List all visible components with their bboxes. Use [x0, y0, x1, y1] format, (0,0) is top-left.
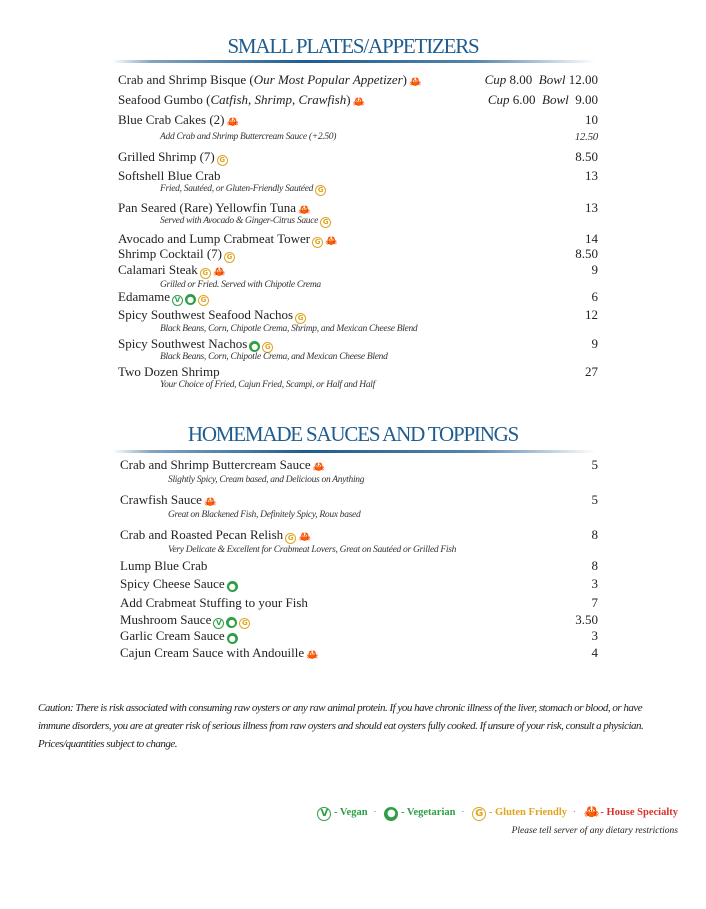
menu-item-description: Great on Blackened Fish, Definitely Spicy, Roux based: [168, 510, 361, 520]
gluten-friendly-icon: G: [315, 185, 326, 196]
menu-item-name: Add Crabmeat Stuffing to your Fish: [120, 595, 308, 610]
gluten-friendly-icon: G: [295, 313, 306, 324]
menu-item-addon-price: 12.50: [574, 131, 598, 143]
legend-separator: ·: [572, 807, 577, 818]
crab-icon: 🦀: [204, 497, 217, 508]
vegetarian-icon: ●: [185, 294, 196, 305]
menu-item-price: 13: [585, 168, 598, 183]
menu-item-description: Add Crab and Shrimp Buttercream Sauce (+2.50): [160, 132, 337, 142]
menu-item-name: Crab and Shrimp Buttercream Sauce 🦀: [120, 457, 326, 473]
legend-vegan-label: - Vegan: [334, 807, 368, 818]
menu-item-price: 7: [591, 595, 598, 610]
menu-item-name: Shrimp Cocktail (7) G: [118, 246, 235, 263]
menu-item-description: Fried, Sautéed, or Gluten-Friendly Sautéed G: [160, 183, 326, 196]
crab-icon: 🦀: [583, 805, 600, 820]
dietary-legend: [0, 806, 678, 821]
gluten-friendly-icon: G: [312, 237, 323, 248]
gluten-friendly-icon: G: [285, 533, 296, 544]
vegetarian-icon: ●: [226, 617, 237, 628]
menu-item-price: 13: [585, 200, 598, 215]
menu-item-price: 27: [585, 364, 598, 379]
menu-item-description: Slightly Spicy, Cream based, and Delicious on Anything: [168, 475, 365, 485]
vegetarian-icon: ●: [384, 807, 398, 821]
gluten-friendly-icon: G: [262, 342, 273, 353]
crab-icon: 🦀: [409, 77, 422, 88]
menu-item-description: Grilled or Fried. Served with Chipotle Crema: [160, 280, 321, 290]
menu-item-description: Very Delicate & Excellent for Crabmeat Lovers, Great on Sautéed or Grilled Fish: [168, 545, 457, 555]
menu-item-name: Blue Crab Cakes (2) 🦀: [118, 112, 240, 128]
menu-item-price: 10: [585, 112, 598, 127]
appetizers-title-underline: [112, 60, 596, 63]
menu-item-name: Crawfish Sauce 🦀: [120, 492, 217, 508]
menu-item-price: 8: [591, 527, 598, 542]
gluten-friendly-icon: G: [200, 268, 211, 279]
menu-item-description: Your Choice of Fried, Cajun Fried, Scampi, or Half and Half: [160, 380, 375, 390]
menu-item-price: 5: [591, 492, 598, 507]
menu-item-name: Garlic Cream Sauce ●: [120, 628, 238, 644]
legend-separator: ·: [461, 807, 465, 818]
menu-item-price: 3: [591, 576, 598, 591]
menu-item-price: 8.50: [575, 246, 598, 261]
gluten-friendly-icon: G: [472, 807, 486, 821]
crab-icon: 🦀: [213, 267, 226, 278]
vegetarian-icon: ●: [249, 341, 260, 352]
crab-icon: 🦀: [352, 97, 366, 108]
gluten-friendly-icon: G: [320, 217, 331, 228]
menu-item-name: Crab and Shrimp Bisque (Our Most Popular Appetizer) 🦀: [118, 72, 422, 88]
menu-item-name: Avocado and Lump Crabmeat Tower G 🦀: [118, 231, 338, 247]
menu-item-price: 3: [591, 628, 598, 643]
legend-gluten-friendly-label: - Gluten Friendly: [488, 807, 568, 818]
menu-item-name: Two Dozen Shrimp: [118, 364, 220, 379]
vegetarian-icon: ●: [227, 581, 238, 592]
menu-item-price: 3.50: [575, 612, 598, 627]
menu-item-name: Pan Seared (Rare) Yellowfin Tuna 🦀: [118, 200, 311, 216]
menu-item-price: Cup 6.00 Bowl 9.00: [487, 92, 598, 107]
gluten-friendly-icon: G: [239, 618, 250, 629]
menu-item-name: Edamame V ● G: [118, 289, 209, 306]
menu-item-description: Served with Avocado & Ginger-Citrus Sauce G: [160, 215, 331, 228]
menu-item-description: Black Beans, Corn, Chipotle Crema, and Mexican Cheese Blend: [160, 352, 388, 362]
menu-item-name: Spicy Southwest Nachos ● G: [118, 336, 273, 353]
menu-item-name: Spicy Cheese Sauce ●: [120, 576, 238, 592]
menu-item-price: 6: [591, 289, 598, 304]
caution-notice: Caution: There is risk associated with consuming raw oysters or any raw animal protein. If you have chronic illness of the liver, stomach or blood, or have immune disorders, you are at greater risk of serious illness from raw oysters and should eat oysters fully cooked. If unsure of your risk, consult a physician. Prices/quantities subject to change.: [38, 702, 644, 750]
vegan-icon: V: [213, 618, 224, 629]
sauces-title-underline: [112, 450, 596, 453]
menu-item-name: Cajun Cream Sauce with Andouille 🦀: [120, 645, 319, 661]
crab-icon: 🦀: [325, 236, 338, 247]
menu-item-name: Crab and Roasted Pecan Relish G 🦀: [120, 527, 311, 543]
crab-icon: 🦀: [298, 532, 311, 543]
menu-item-name: Mushroom Sauce V ● G: [120, 612, 250, 629]
menu-item-description: Black Beans, Corn, Chipotle Crema, Shrimp, and Mexican Cheese Blend: [160, 324, 418, 334]
legend-house-specialty-label: - House Specialty: [600, 807, 678, 818]
crab-icon: 🦀: [298, 205, 311, 216]
appetizers-title: SMALL PLATES/APPETIZERS: [227, 34, 479, 58]
vegan-icon: V: [317, 807, 331, 821]
menu-item-name: Calamari Steak G 🦀: [118, 262, 226, 278]
menu-item-price: 5: [591, 457, 598, 472]
menu-item-name: Seafood Gumbo (Catfish, Shrimp, Crawfish) 🦀: [118, 92, 366, 108]
gluten-friendly-icon: G: [224, 252, 235, 263]
menu-item-price: 9: [591, 336, 598, 351]
crab-icon: 🦀: [306, 650, 319, 661]
crab-icon: 🦀: [312, 462, 326, 473]
menu-item-price: 9: [591, 262, 598, 277]
dietary-note: Please tell server of any dietary restrictions: [511, 826, 678, 836]
menu-item-price: 8.50: [575, 149, 598, 164]
menu-item-name: Softshell Blue Crab: [118, 168, 221, 183]
menu-item-price: 14: [585, 231, 598, 246]
menu-item-price: 4: [591, 645, 598, 660]
sauces-title: HOMEMADE SAUCES AND TOPPINGS: [187, 422, 519, 446]
menu-item-price: Cup 8.00 Bowl 12.00: [484, 72, 598, 87]
vegetarian-icon: ●: [227, 633, 238, 644]
gluten-friendly-icon: G: [198, 295, 209, 306]
menu-item-price: 8: [591, 558, 598, 573]
vegan-icon: V: [172, 295, 183, 306]
menu-item-name: Lump Blue Crab: [120, 558, 208, 573]
menu-item-name: Grilled Shrimp (7) G: [118, 149, 228, 166]
legend-separator: ·: [373, 807, 377, 818]
legend-vegetarian-label: - Vegetarian: [400, 807, 456, 818]
menu-item-name: Spicy Southwest Seafood Nachos G: [118, 307, 306, 324]
gluten-friendly-icon: G: [217, 155, 228, 166]
crab-icon: 🦀: [226, 117, 240, 128]
menu-item-price: 12: [585, 307, 598, 322]
